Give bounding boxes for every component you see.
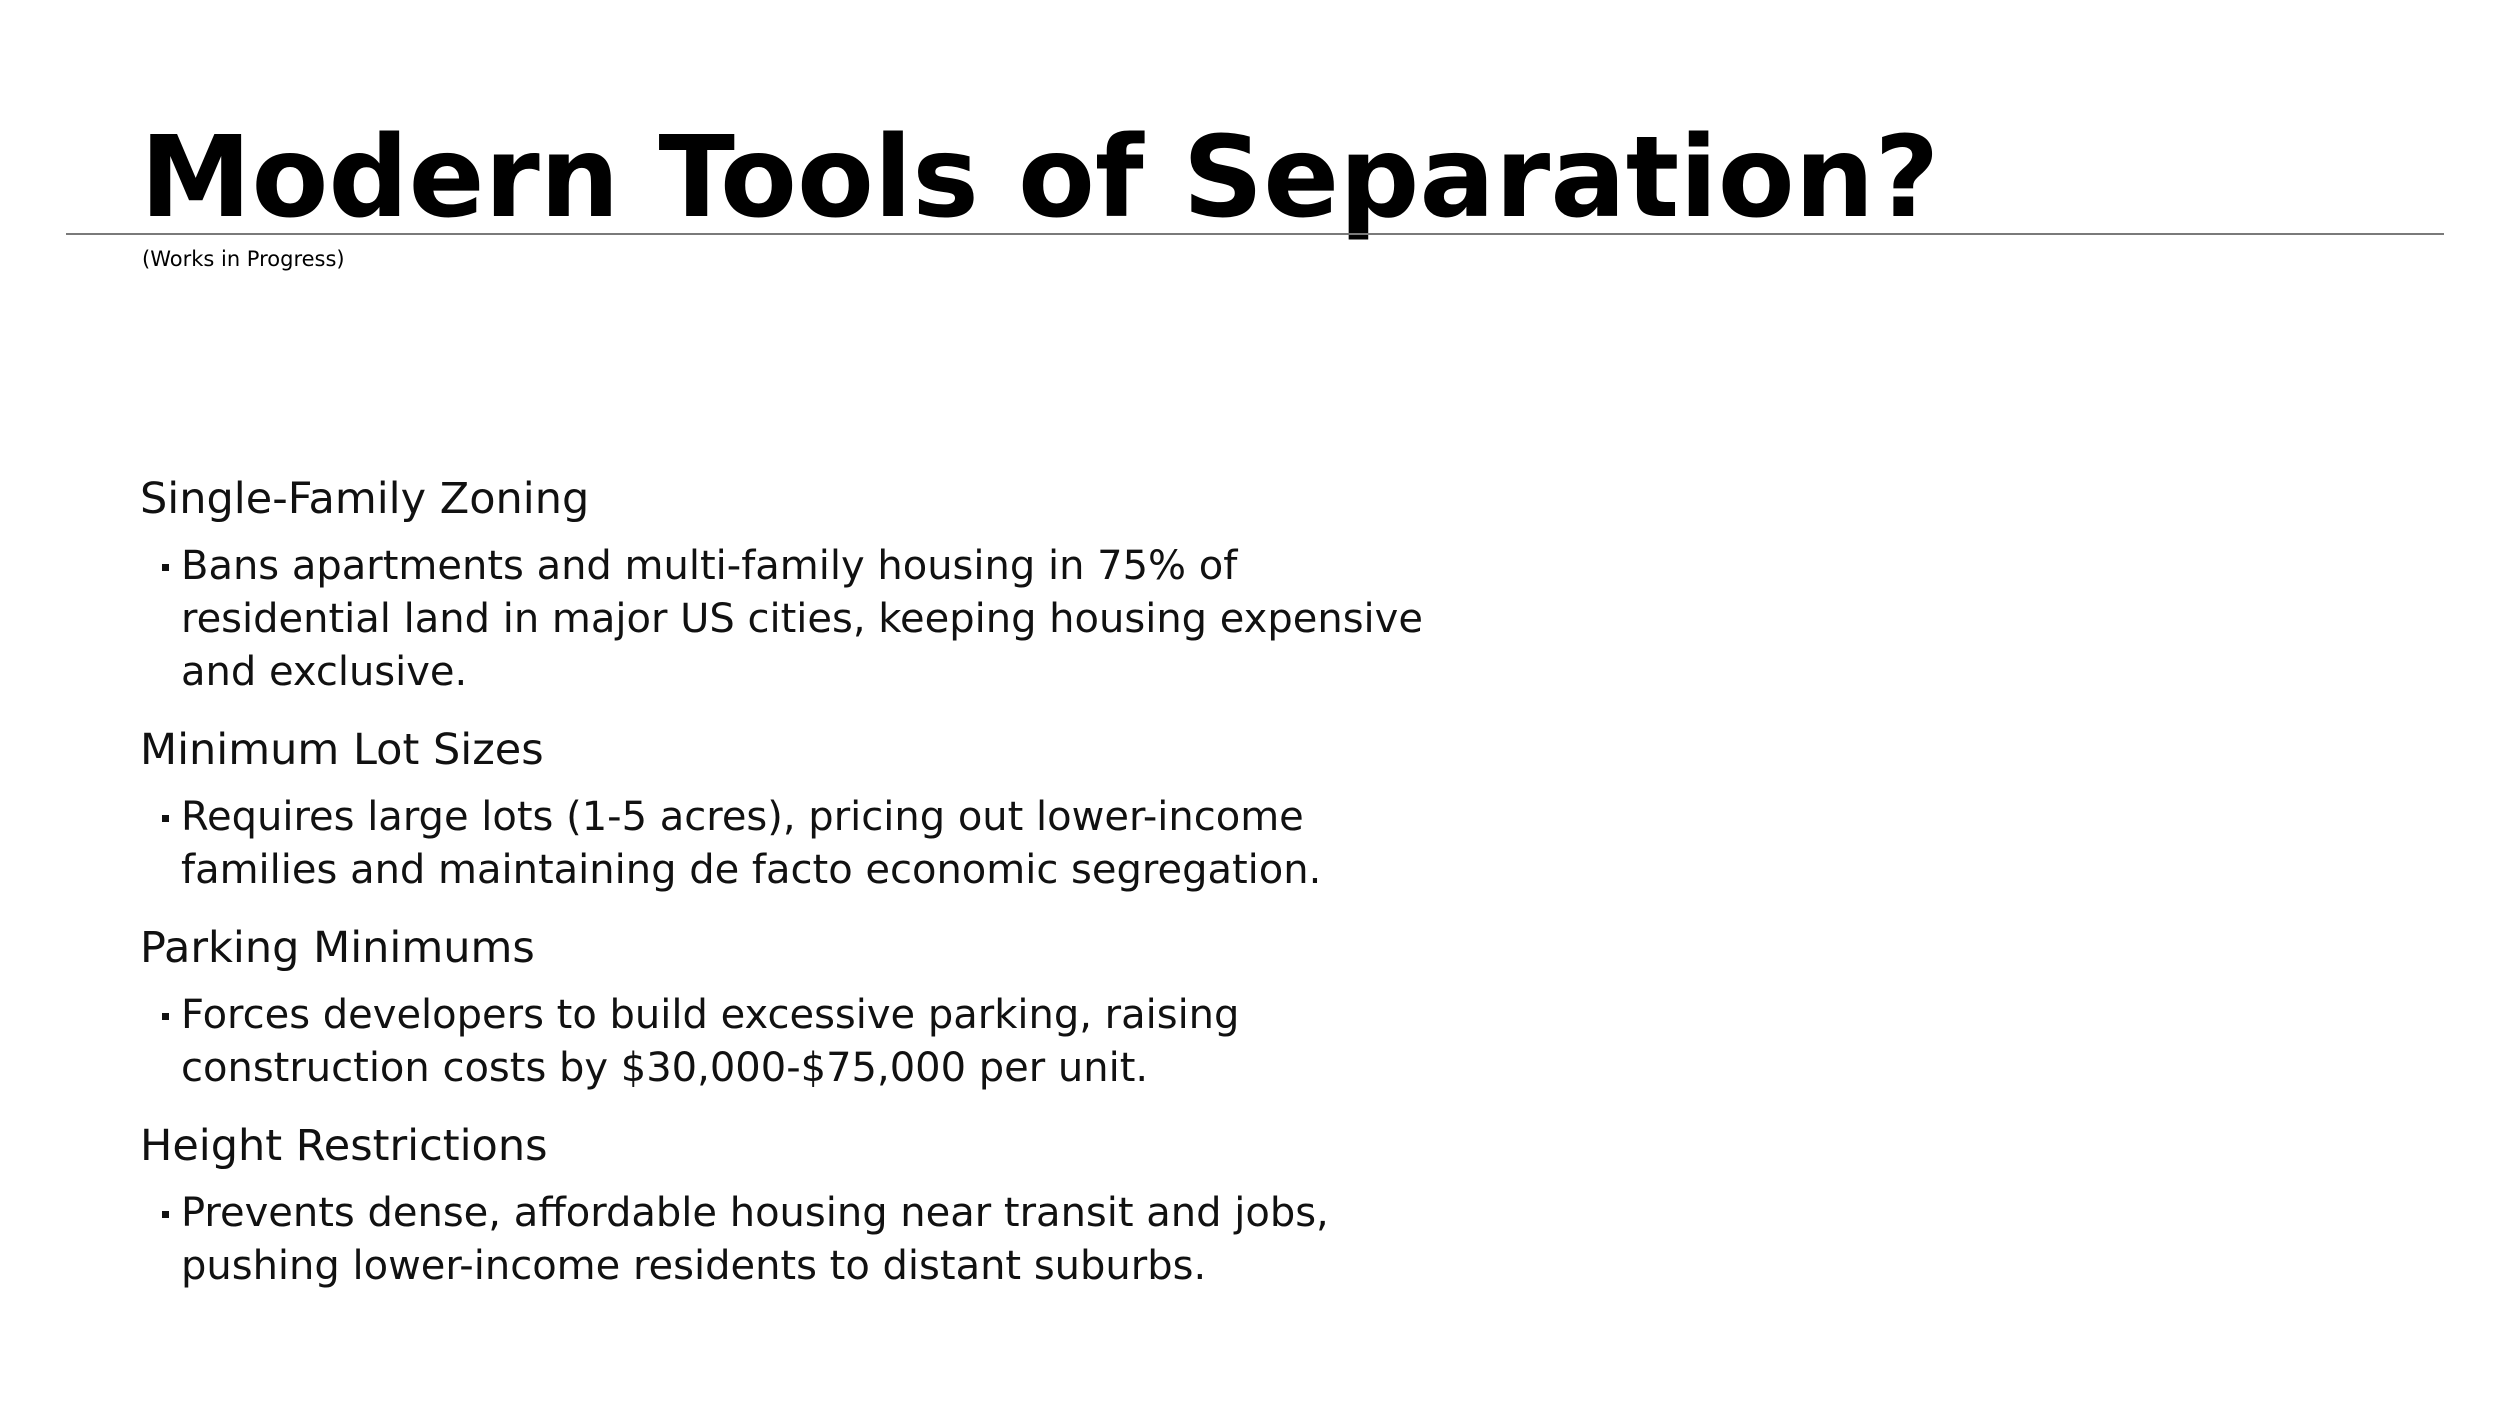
slide-subtitle: (Works in Progress) (142, 247, 345, 271)
bullet-text: Requires large lots (1-5 acres), pricing out lower-income families and maintaining de facto economic segregation. (181, 794, 1322, 893)
slide-title: Modern Tools of Separation? (140, 113, 1940, 243)
bullet-text: Prevents dense, affordable housing near transit and jobs, pushing lower-income residents to distant suburbs. (181, 1190, 1329, 1289)
section-minimum-lot-sizes (140, 721, 1440, 897)
section-parking-minimums (140, 919, 1440, 1095)
section-heading: Height Restrictions (140, 1121, 548, 1171)
bullet-item (140, 1187, 1441, 1293)
title-divider (66, 233, 2444, 235)
bullet-point-icon (162, 1013, 169, 1020)
section-heading: Parking Minimums (140, 923, 535, 973)
bullet-item (140, 791, 1441, 897)
bullet-text: Bans apartments and multi-family housing in 75% of residential land in major US cities, keeping housing expensive and exclusive. (181, 543, 1423, 695)
bullet-list (140, 791, 1440, 897)
slide-content (140, 470, 1440, 1293)
bullet-item (140, 540, 1441, 699)
bullet-text: Forces developers to build excessive parking, raising construction costs by $30,000-$75,000 per unit. (181, 992, 1240, 1091)
section-heading: Single-Family Zoning (140, 474, 590, 524)
bullet-list (140, 540, 1440, 699)
bullet-point-icon (162, 564, 169, 571)
section-height-restrictions (140, 1117, 1440, 1293)
bullet-list (140, 989, 1440, 1095)
bullet-point-icon (162, 815, 169, 822)
section-single-family-zoning (140, 470, 1440, 699)
bullet-list (140, 1187, 1440, 1293)
section-heading: Minimum Lot Sizes (140, 725, 544, 775)
bullet-item (140, 989, 1441, 1095)
bullet-point-icon (162, 1211, 169, 1218)
